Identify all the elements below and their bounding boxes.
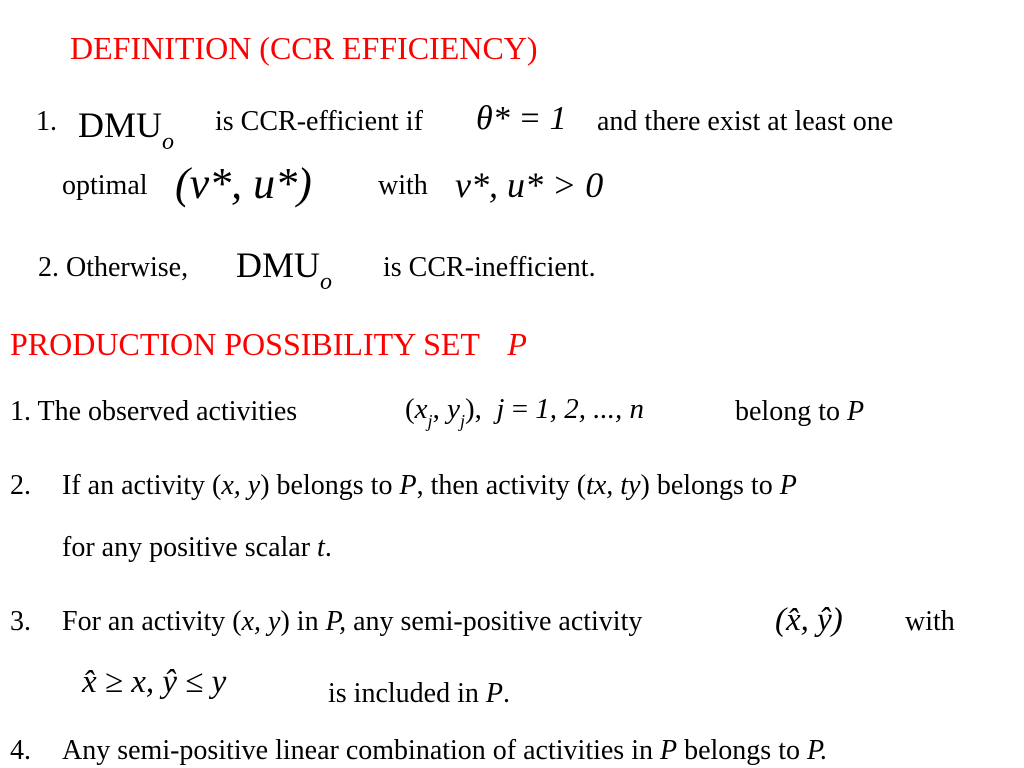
pps-item2-h: P [779, 470, 797, 501]
pps-item3-k: . [502, 678, 510, 709]
formula-equals: = [504, 393, 536, 425]
pps-item4-line [62, 735, 827, 767]
dmu-label: DMU [78, 105, 163, 145]
pps-item1-suffix: belong to [735, 396, 840, 427]
dmu-symbol-2 [236, 244, 333, 295]
pps-item3-j: P [485, 678, 503, 709]
pps-item2-c: ) belongs to [260, 470, 393, 501]
pps-item2-line2-a: for any positive scalar [62, 532, 311, 563]
definition-item2-suffix: is CCR-inefficient. [383, 252, 596, 283]
pps-item3-number: 3. [10, 606, 31, 637]
formula-x: x [414, 393, 428, 425]
pps-item1-suffix-line [735, 396, 864, 428]
positivity-condition-formula: v*, u* > 0 [455, 165, 604, 205]
pps-item3-e: any semi-positive activity [353, 606, 643, 637]
pps-item2-d: P [399, 470, 417, 501]
pps-item1-text: 1. The observed activities [10, 396, 298, 427]
pps-item4-d: P. [806, 735, 828, 766]
formula-paren-close: ), [464, 393, 497, 425]
semi-positive-activity-formula: (x̂, ŷ) [775, 602, 843, 638]
definition-title: DEFINITION (CCR EFFICIENCY) [70, 30, 538, 66]
inequality-formula: x̂ ≥ x, ŷ ≤ y [82, 664, 227, 700]
definition-item1-text-a: is CCR-efficient if [215, 106, 423, 137]
pps-item3-d: P, [325, 606, 347, 637]
pps-item2-line2 [62, 532, 332, 564]
pps-item3-i: is included in [328, 678, 479, 709]
pps-item2-f: tx, ty [586, 470, 641, 501]
definition-item1-number: 1. [36, 106, 57, 137]
pps-item4-a: Any semi-positive linear combination of activities in [62, 735, 653, 766]
definition-item1-text-c: optimal [62, 170, 148, 201]
pps-item2-g: ) belongs to [640, 470, 773, 501]
pps-item2-line2-end: . [324, 532, 332, 563]
pps-item2-line2-t: t [317, 532, 325, 563]
pps-item3-b: x, y [241, 606, 281, 637]
formula-index: j [496, 393, 505, 425]
definition-item2-prefix: 2. Otherwise, [38, 252, 189, 283]
pps-item1-set: P [847, 396, 865, 427]
definition-item1-text-b: and there exist at least one [597, 106, 894, 137]
pps-item3-c: ) in [280, 606, 319, 637]
dmu-subscript: o [162, 129, 175, 155]
pps-title-symbol: P [507, 326, 527, 362]
formula-x-sub: j [427, 411, 433, 431]
formula-y-sub: j [459, 411, 465, 431]
observed-activities-formula [405, 393, 645, 431]
pps-item2-e: , then activity ( [416, 470, 587, 501]
formula-range: 1, 2, ..., n [535, 393, 645, 425]
pps-item4-b: P [659, 735, 678, 766]
pps-item3-line1 [62, 606, 642, 638]
pps-heading [10, 326, 527, 363]
optimal-pair-formula: (v*, u*) [175, 159, 312, 208]
pps-item3-line2 [328, 678, 510, 710]
formula-comma: , [432, 393, 448, 425]
definition-item1-text-d: with [378, 170, 428, 201]
pps-item2-a: If an activity ( [62, 470, 222, 501]
dmu-subscript-2: o [320, 269, 333, 295]
pps-item2-number: 2. [10, 470, 31, 501]
pps-item3-a: For an activity ( [62, 606, 242, 637]
pps-item2-b: x, y [221, 470, 261, 501]
pps-item4-c: belongs to [684, 735, 800, 766]
pps-item4-number: 4. [10, 735, 31, 766]
pps-title: PRODUCTION POSSIBILITY SET [10, 326, 480, 362]
dmu-label-2: DMU [236, 245, 321, 285]
dmu-symbol [78, 104, 175, 155]
theta-formula: θ* = 1 [476, 100, 567, 137]
pps-item3-with: with [905, 606, 955, 637]
formula-y: y [447, 393, 460, 425]
pps-item2-line1 [62, 470, 797, 502]
formula-paren-open: ( [405, 393, 415, 425]
